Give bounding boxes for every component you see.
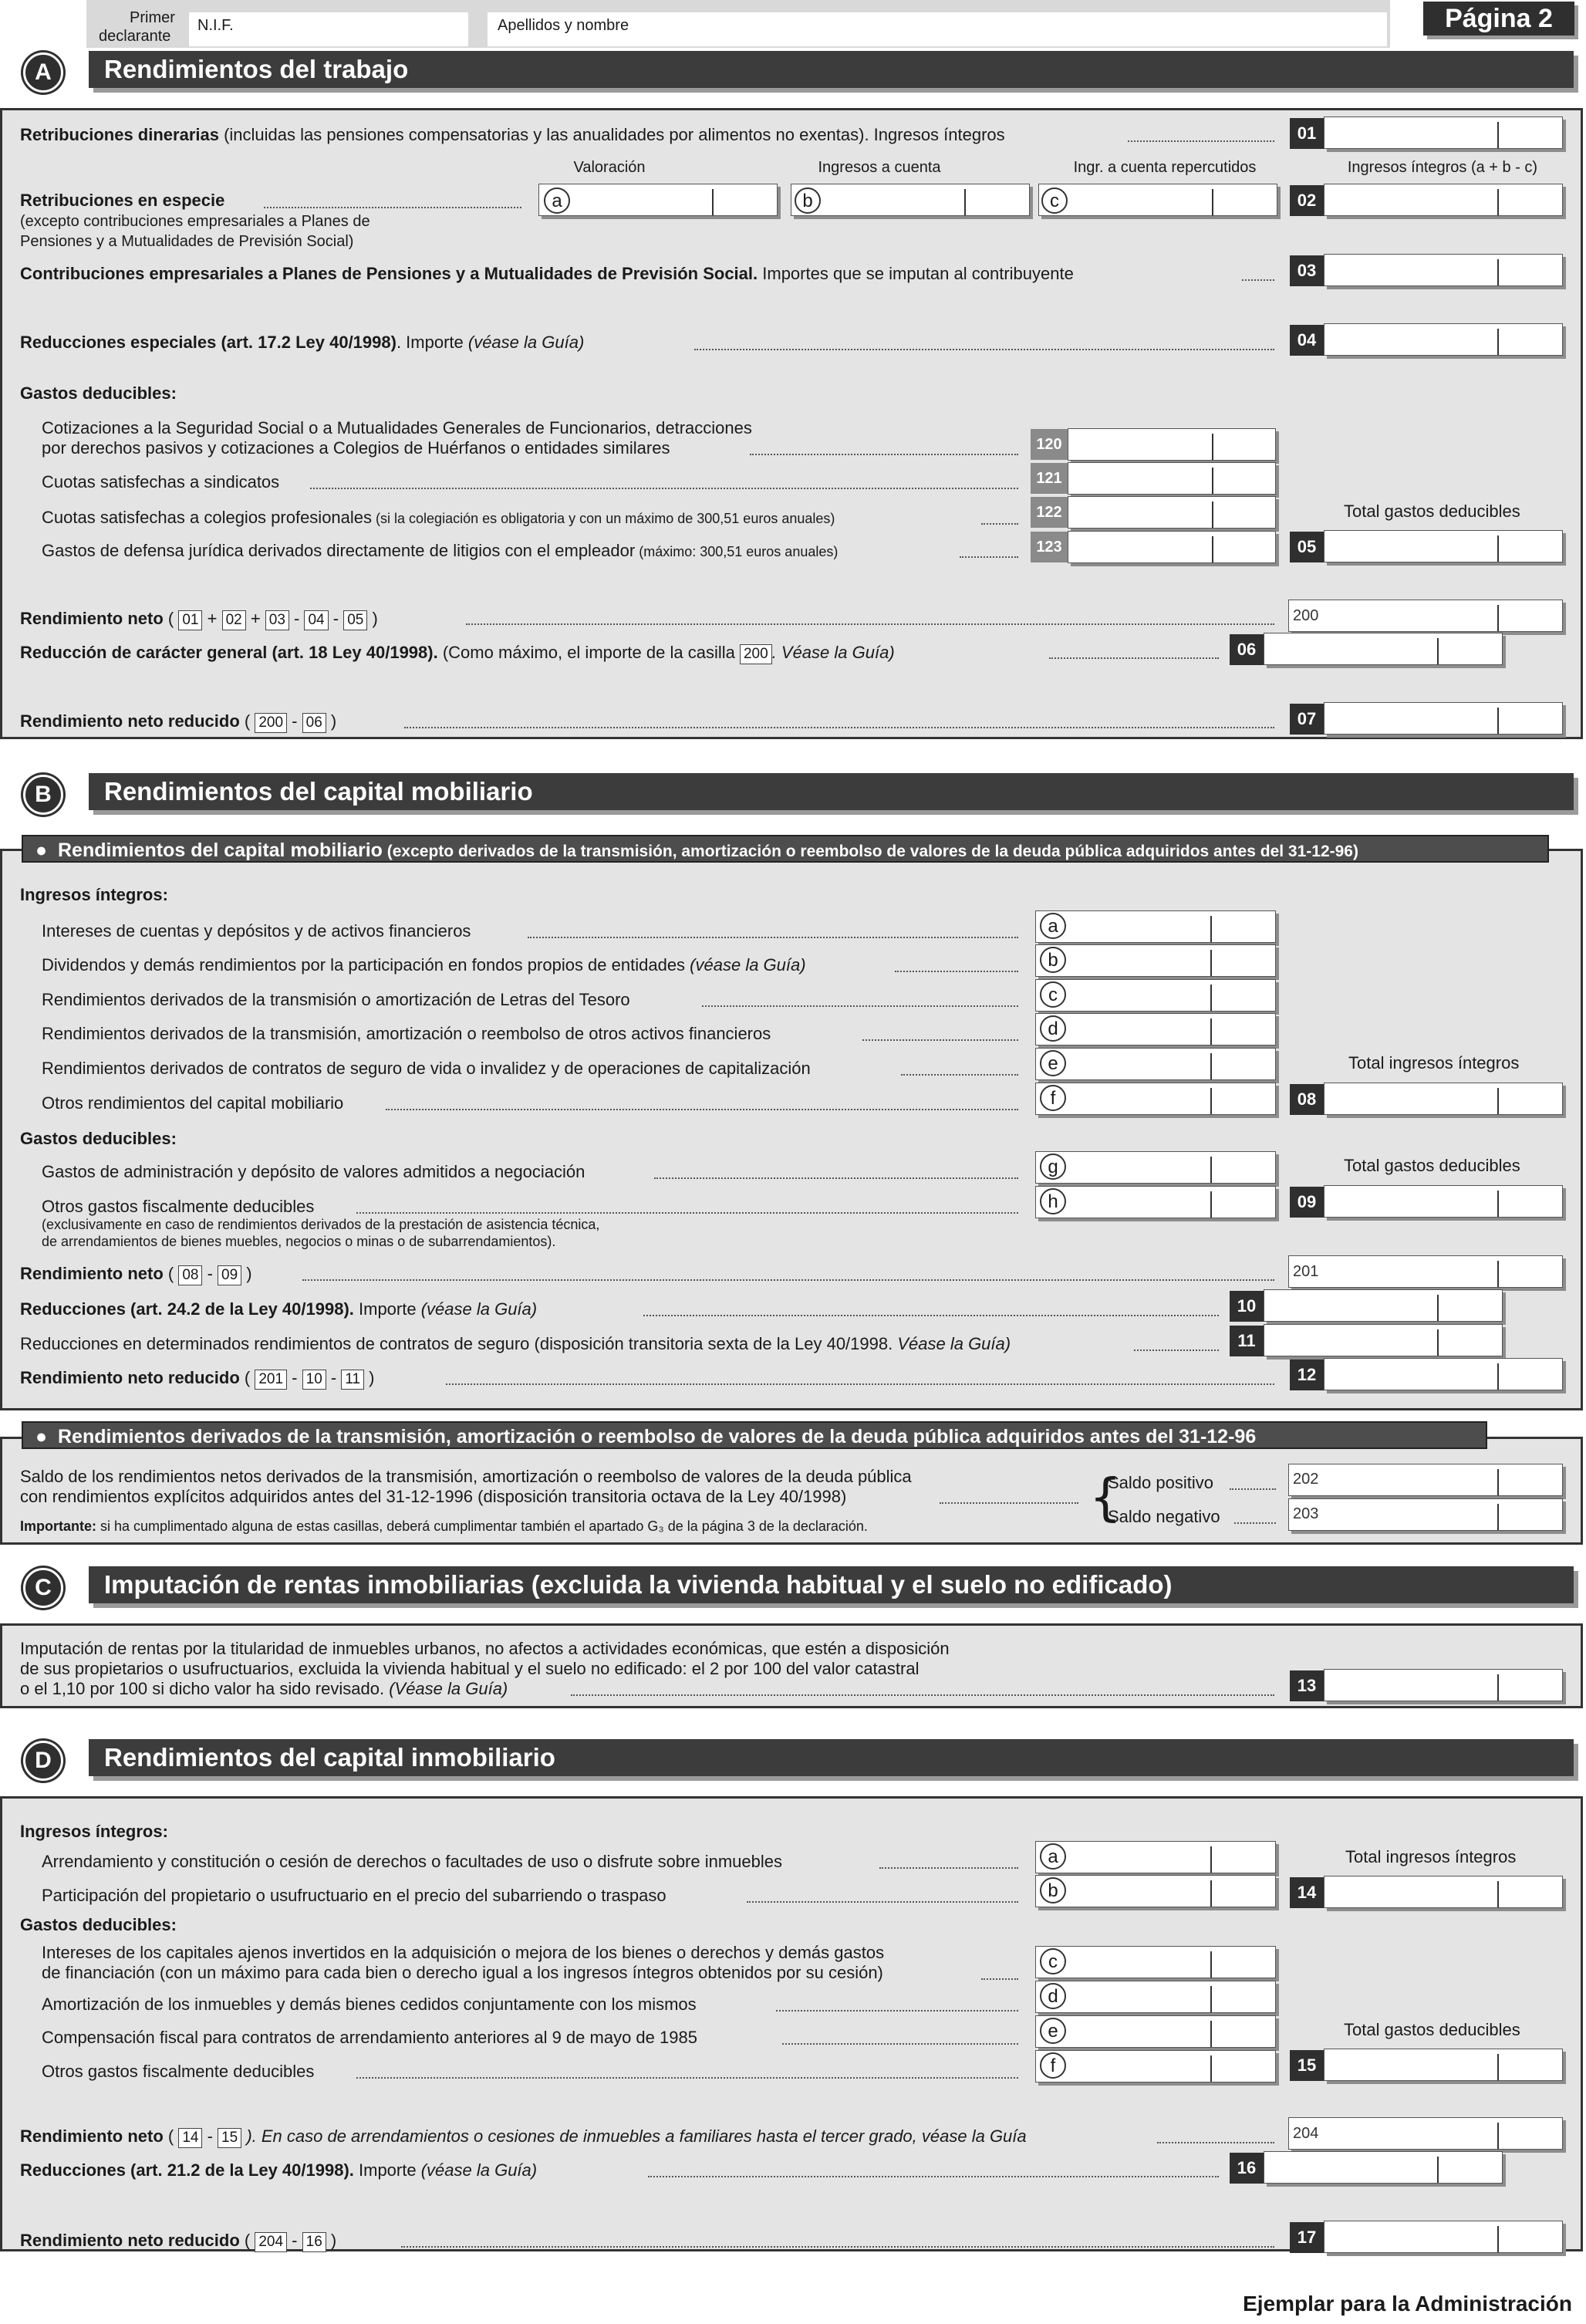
field-05[interactable] xyxy=(1324,530,1563,562)
b-item-h-note2: de arrendamientos de bienes muebles, negocios o minas o de subarrendamientos). xyxy=(42,1234,556,1249)
b-item-h-note1: (exclusivamente en caso de rendimientos derivados de la prestación de asistencia técnica, xyxy=(42,1217,600,1232)
field-especie-b[interactable] xyxy=(791,184,1030,216)
field-01[interactable] xyxy=(1324,117,1563,149)
field-d-a[interactable] xyxy=(1035,1841,1276,1873)
ingresos-b-label: Ingresos íntegros: xyxy=(20,885,168,904)
subsection-b2-title: ● Rendimientos derivados de la transmisión, amortización o reembolso de valores de la deuda pública adquiridos antes del 31-12-96 xyxy=(22,1421,1487,1449)
neto-reducido-d-label: Rendimiento neto reducido ( 204 - 16 ) xyxy=(20,2231,336,2252)
neto-b-label: Rendimiento neto ( 08 - 09 ) xyxy=(20,1264,252,1285)
letter-b-b: b xyxy=(1040,947,1066,973)
field-b-g[interactable] xyxy=(1035,1151,1276,1184)
field-200[interactable] xyxy=(1288,600,1563,632)
field-b-e[interactable] xyxy=(1035,1048,1276,1080)
especie-label: Retribuciones en especie xyxy=(20,191,225,210)
r04-label: Reducciones especiales (art. 17.2 Ley 40/1998). Importe (véase la Guía) xyxy=(20,333,585,352)
code-13: 13 xyxy=(1290,1670,1324,1701)
field-06[interactable] xyxy=(1264,633,1503,665)
field-15[interactable] xyxy=(1324,2049,1563,2081)
especie-note-1: (excepto contribuciones empresariales a Planes de xyxy=(20,213,370,230)
field-121[interactable] xyxy=(1068,462,1276,495)
s2-importante: Importante: si ha cumplimentado alguna de estas casillas, deberá cumplimentar también el apartado G₃ de la página 3 de la declaración. xyxy=(20,1518,868,1534)
r16-label: Reducciones (art. 21.2 de la Ley 40/1998). Importe (véase la Guía) xyxy=(20,2160,538,2180)
field-b-c[interactable] xyxy=(1035,979,1276,1012)
c-line1: Imputación de rentas por la titularidad de inmuebles urbanos, no afectos a actividades económicas, que estén a disposición xyxy=(20,1639,950,1658)
letter-b-e: e xyxy=(1040,1050,1066,1076)
code-16: 16 xyxy=(1230,2153,1264,2184)
d-item-e: Compensación fiscal para contratos de arrendamiento anteriores al 9 de mayo de 1985 xyxy=(42,2028,697,2047)
neto-reducido-a-label: Rendimiento neto reducido ( 200 - 06 ) xyxy=(20,711,336,733)
red-general-label: Reducción de carácter general (art. 18 Ley 40/1998). (Como máximo, el importe de la casilla 200 . Véase la Guía) xyxy=(20,643,895,664)
code-11: 11 xyxy=(1230,1326,1264,1356)
ingresos-d-label: Ingresos íntegros: xyxy=(20,1822,168,1841)
letter-d-c: c xyxy=(1040,1948,1066,1974)
field-202[interactable] xyxy=(1288,1464,1563,1496)
s2-line2: con rendimientos explícitos adquiridos antes del 31-12-1996 (disposición transitoria octava de la Ley 40/1998) xyxy=(20,1487,847,1506)
code-122: 122 xyxy=(1031,497,1068,528)
field-especie-a[interactable] xyxy=(538,184,778,216)
code-09: 09 xyxy=(1290,1187,1324,1218)
code-04: 04 xyxy=(1290,325,1324,356)
s2-line1: Saldo de los rendimientos netos derivados de la transmisión, amortización o reembolso de valores de la deuda pública xyxy=(20,1467,912,1486)
code-202: 202 xyxy=(1293,1471,1319,1488)
col-ingresos-cuenta: Ingresos a cuenta xyxy=(818,159,941,176)
saldo-positivo-label: Saldo positivo xyxy=(1108,1473,1213,1492)
letter-b-a: a xyxy=(1040,913,1066,939)
section-b-title: Rendimientos del capital mobiliario xyxy=(89,773,1574,810)
r10-label: Reducciones (art. 24.2 de la Ley 40/1998). Importe (véase la Guía) xyxy=(20,1299,538,1319)
g120-line1: Cotizaciones a la Seguridad Social o a Mutualidades Generales de Funcionarios, detracciones xyxy=(42,418,752,437)
field-204[interactable] xyxy=(1288,2117,1563,2150)
letter-b: b xyxy=(795,187,821,214)
letter-d-b: b xyxy=(1040,1877,1066,1903)
code-17: 17 xyxy=(1290,2222,1324,2253)
code-01: 01 xyxy=(1290,118,1324,149)
field-13[interactable] xyxy=(1324,1669,1563,1701)
c-line3: o el 1,10 por 100 si dicho valor ha sido revisado. (Véase la Guía) xyxy=(20,1679,508,1698)
c-line2: de sus propietarios o usufructuarios, excluida la vivienda habitual y el suelo no edificado: el 2 por 100 del valor catastral xyxy=(20,1659,920,1678)
g122-label: Cuotas satisfechas a colegios profesionales (si la colegiación es obligatoria y con un máximo de 300,51 euros anuales) xyxy=(42,508,835,527)
field-14[interactable] xyxy=(1324,1876,1563,1908)
field-d-e[interactable] xyxy=(1035,2015,1276,2048)
field-03[interactable] xyxy=(1324,254,1563,286)
gastos-b-label: Gastos deducibles: xyxy=(20,1129,177,1148)
b-item-a: Intereses de cuentas y depósitos y de activos financieros xyxy=(42,921,471,941)
subsection-b1-title: ● Rendimientos del capital mobiliario (excepto derivados de la transmisión, amortización o reembolso de valores de la deuda pública adquiridos antes del 31-12-96) xyxy=(22,835,1549,863)
code-15: 15 xyxy=(1290,2050,1324,2081)
r03-label: Contribuciones empresariales a Planes de Pensiones y a Mutualidades de Previsión Social. Importes que se imputan al contribuyente xyxy=(20,264,1074,283)
col-ingr-repercutidos: Ingr. a cuenta repercutidos xyxy=(1073,159,1257,176)
field-b-f[interactable] xyxy=(1035,1083,1276,1115)
letter-b-c: c xyxy=(1040,981,1066,1008)
letter-c: c xyxy=(1041,187,1068,214)
field-17[interactable] xyxy=(1324,2221,1563,2253)
section-a-badge: A xyxy=(23,52,63,93)
total-gastos-d: Total gastos deducibles xyxy=(1344,2020,1520,2039)
field-12[interactable] xyxy=(1324,1358,1563,1390)
total-ingresos-b: Total ingresos íntegros xyxy=(1348,1053,1520,1072)
d-item-f: Otros gastos fiscalmente deducibles xyxy=(42,2062,315,2081)
code-06: 06 xyxy=(1230,634,1264,665)
r11-label: Reducciones en determinados rendimientos de contratos de seguro (disposición transitoria sexta de la Ley 40/1998. Véase la Guía) xyxy=(20,1334,1011,1353)
saldo-negativo-label: Saldo negativo xyxy=(1108,1507,1220,1526)
b-item-h: Otros gastos fiscalmente deducibles xyxy=(42,1197,315,1216)
code-08: 08 xyxy=(1290,1084,1324,1115)
d-item-d: Amortización de los inmuebles y demás bienes cedidos conjuntamente con los mismos xyxy=(42,1995,697,2014)
code-123: 123 xyxy=(1031,532,1068,562)
field-10[interactable] xyxy=(1264,1289,1503,1322)
b-item-e: Rendimientos derivados de contratos de seguro de vida o invalidez y de operaciones de capitalización xyxy=(42,1059,811,1078)
section-d-title: Rendimientos del capital inmobiliario xyxy=(89,1739,1574,1776)
nif-label: N.I.F. xyxy=(197,17,234,34)
b-item-d: Rendimientos derivados de la transmisión, amortización o reembolso de otros activos financieros xyxy=(42,1024,771,1043)
d-item-a: Arrendamiento y constitución o cesión de derechos o facultades de uso o disfrute sobre inmuebles xyxy=(42,1852,783,1871)
letter-a: a xyxy=(544,187,570,214)
r01-label: Retribuciones dinerarias (incluidas las pensiones compensatorias y las anualidades por alimentos no exentas). Ingresos íntegros xyxy=(20,125,1005,144)
section-a-title: Rendimientos del trabajo xyxy=(89,51,1574,88)
field-08[interactable] xyxy=(1324,1083,1563,1115)
letter-d-d: d xyxy=(1040,1983,1066,2009)
field-123[interactable] xyxy=(1068,531,1276,563)
field-d-c[interactable] xyxy=(1035,1946,1276,1978)
field-07[interactable] xyxy=(1324,702,1563,735)
neto-d-label: Rendimiento neto ( 14 - 15 ). En caso de arrendamientos o cesiones de inmuebles a familiares hasta el tercer grado, véase la Guía xyxy=(20,2126,1027,2148)
d-item-b: Participación del propietario o usufructuario en el precio del subarriendo o traspaso xyxy=(42,1886,666,1905)
letter-d-a: a xyxy=(1040,1843,1066,1870)
field-09[interactable] xyxy=(1324,1185,1563,1218)
neto-reducido-b-label: Rendimiento neto reducido ( 201 - 10 - 11 ) xyxy=(20,1368,375,1390)
page-number: Página 2 xyxy=(1423,2,1574,35)
field-b-b[interactable] xyxy=(1035,944,1276,977)
b-item-f: Otros rendimientos del capital mobiliario xyxy=(42,1093,344,1113)
field-04[interactable] xyxy=(1324,323,1563,356)
letter-b-d: d xyxy=(1040,1015,1066,1042)
neto-a-label: Rendimiento neto ( 01 + 02 + 03 - 04 - 05 ) xyxy=(20,609,378,630)
field-02[interactable] xyxy=(1324,184,1563,216)
col-ingresos-integros: Ingresos íntegros (a + b - c) xyxy=(1347,159,1538,176)
d-item-c1: Intereses de los capitales ajenos invertidos en la adquisición o mejora de los bienes o derechos y demás gastos xyxy=(42,1943,885,1962)
code-02: 02 xyxy=(1290,185,1324,216)
code-201: 201 xyxy=(1293,1263,1319,1280)
letter-b-h: h xyxy=(1040,1188,1066,1214)
col-valoracion: Valoración xyxy=(573,159,646,176)
code-203: 203 xyxy=(1293,1505,1319,1522)
code-200: 200 xyxy=(1293,607,1319,624)
section-d-badge: D xyxy=(23,1741,63,1781)
field-especie-c[interactable] xyxy=(1038,184,1277,216)
primer-label: Primer xyxy=(130,9,175,26)
code-07: 07 xyxy=(1290,704,1324,735)
field-b-a[interactable] xyxy=(1035,910,1276,943)
field-d-f[interactable] xyxy=(1035,2050,1276,2082)
code-121: 121 xyxy=(1031,463,1068,494)
declarante-label: declarante xyxy=(99,28,171,45)
field-11[interactable] xyxy=(1264,1324,1503,1356)
code-12: 12 xyxy=(1290,1360,1324,1390)
section-b-badge: B xyxy=(23,775,63,815)
code-120: 120 xyxy=(1031,429,1068,460)
field-b-h[interactable] xyxy=(1035,1186,1276,1218)
code-14: 14 xyxy=(1290,1877,1324,1908)
code-03: 03 xyxy=(1290,255,1324,286)
section-c-title: Imputación de rentas inmobiliarias (excluida la vivienda habitual y el suelo no edificado) xyxy=(89,1566,1574,1603)
letter-d-f: f xyxy=(1040,2052,1066,2079)
g123-label: Gastos de defensa jurídica derivados directamente de litigios con el empleador (máximo: 300,51 euros anuales) xyxy=(42,541,839,560)
field-122[interactable] xyxy=(1068,496,1276,529)
total-gastos-a: Total gastos deducibles xyxy=(1344,502,1520,521)
field-d-d[interactable] xyxy=(1035,1981,1276,2013)
gastos-a-label: Gastos deducibles: xyxy=(20,383,177,403)
field-120[interactable] xyxy=(1068,428,1276,461)
g120-line2: por derechos pasivos y cotizaciones a Colegios de Huérfanos o entidades similares xyxy=(42,438,670,458)
footer-copy-label: Ejemplar para la Administración xyxy=(1243,2292,1572,2316)
letter-b-g: g xyxy=(1040,1154,1066,1180)
letter-d-e: e xyxy=(1040,2018,1066,2044)
code-204: 204 xyxy=(1293,2125,1319,2142)
especie-note-2: Pensiones y a Mutualidades de Previsión Social) xyxy=(20,233,354,250)
brace: { xyxy=(1089,1468,1122,1527)
d-item-c2: de financiación (con un máximo para cada bien o derecho igual a los ingresos íntegros obtenidos por su cesión) xyxy=(42,1963,883,1982)
field-201[interactable] xyxy=(1288,1255,1563,1288)
code-10: 10 xyxy=(1230,1291,1264,1322)
g121-label: Cuotas satisfechas a sindicatos xyxy=(42,472,280,491)
field-b-d[interactable] xyxy=(1035,1013,1276,1045)
total-gastos-b: Total gastos deducibles xyxy=(1344,1156,1520,1175)
b-item-b: Dividendos y demás rendimientos por la participación en fondos propios de entidades (véase la Guía) xyxy=(42,955,806,975)
total-ingresos-d: Total ingresos íntegros xyxy=(1345,1847,1517,1866)
letter-b-f: f xyxy=(1040,1085,1066,1111)
field-203[interactable] xyxy=(1288,1498,1563,1531)
field-d-b[interactable] xyxy=(1035,1875,1276,1907)
b-item-g: Gastos de administración y depósito de valores admitidos a negociación xyxy=(42,1162,585,1181)
name-label: Apellidos y nombre xyxy=(498,17,629,34)
section-c-badge: C xyxy=(23,1568,63,1608)
b-item-c: Rendimientos derivados de la transmisión o amortización de Letras del Tesoro xyxy=(42,990,630,1009)
field-16[interactable] xyxy=(1264,2151,1503,2184)
gastos-d-label: Gastos deducibles: xyxy=(20,1915,177,1934)
code-05: 05 xyxy=(1290,532,1324,562)
